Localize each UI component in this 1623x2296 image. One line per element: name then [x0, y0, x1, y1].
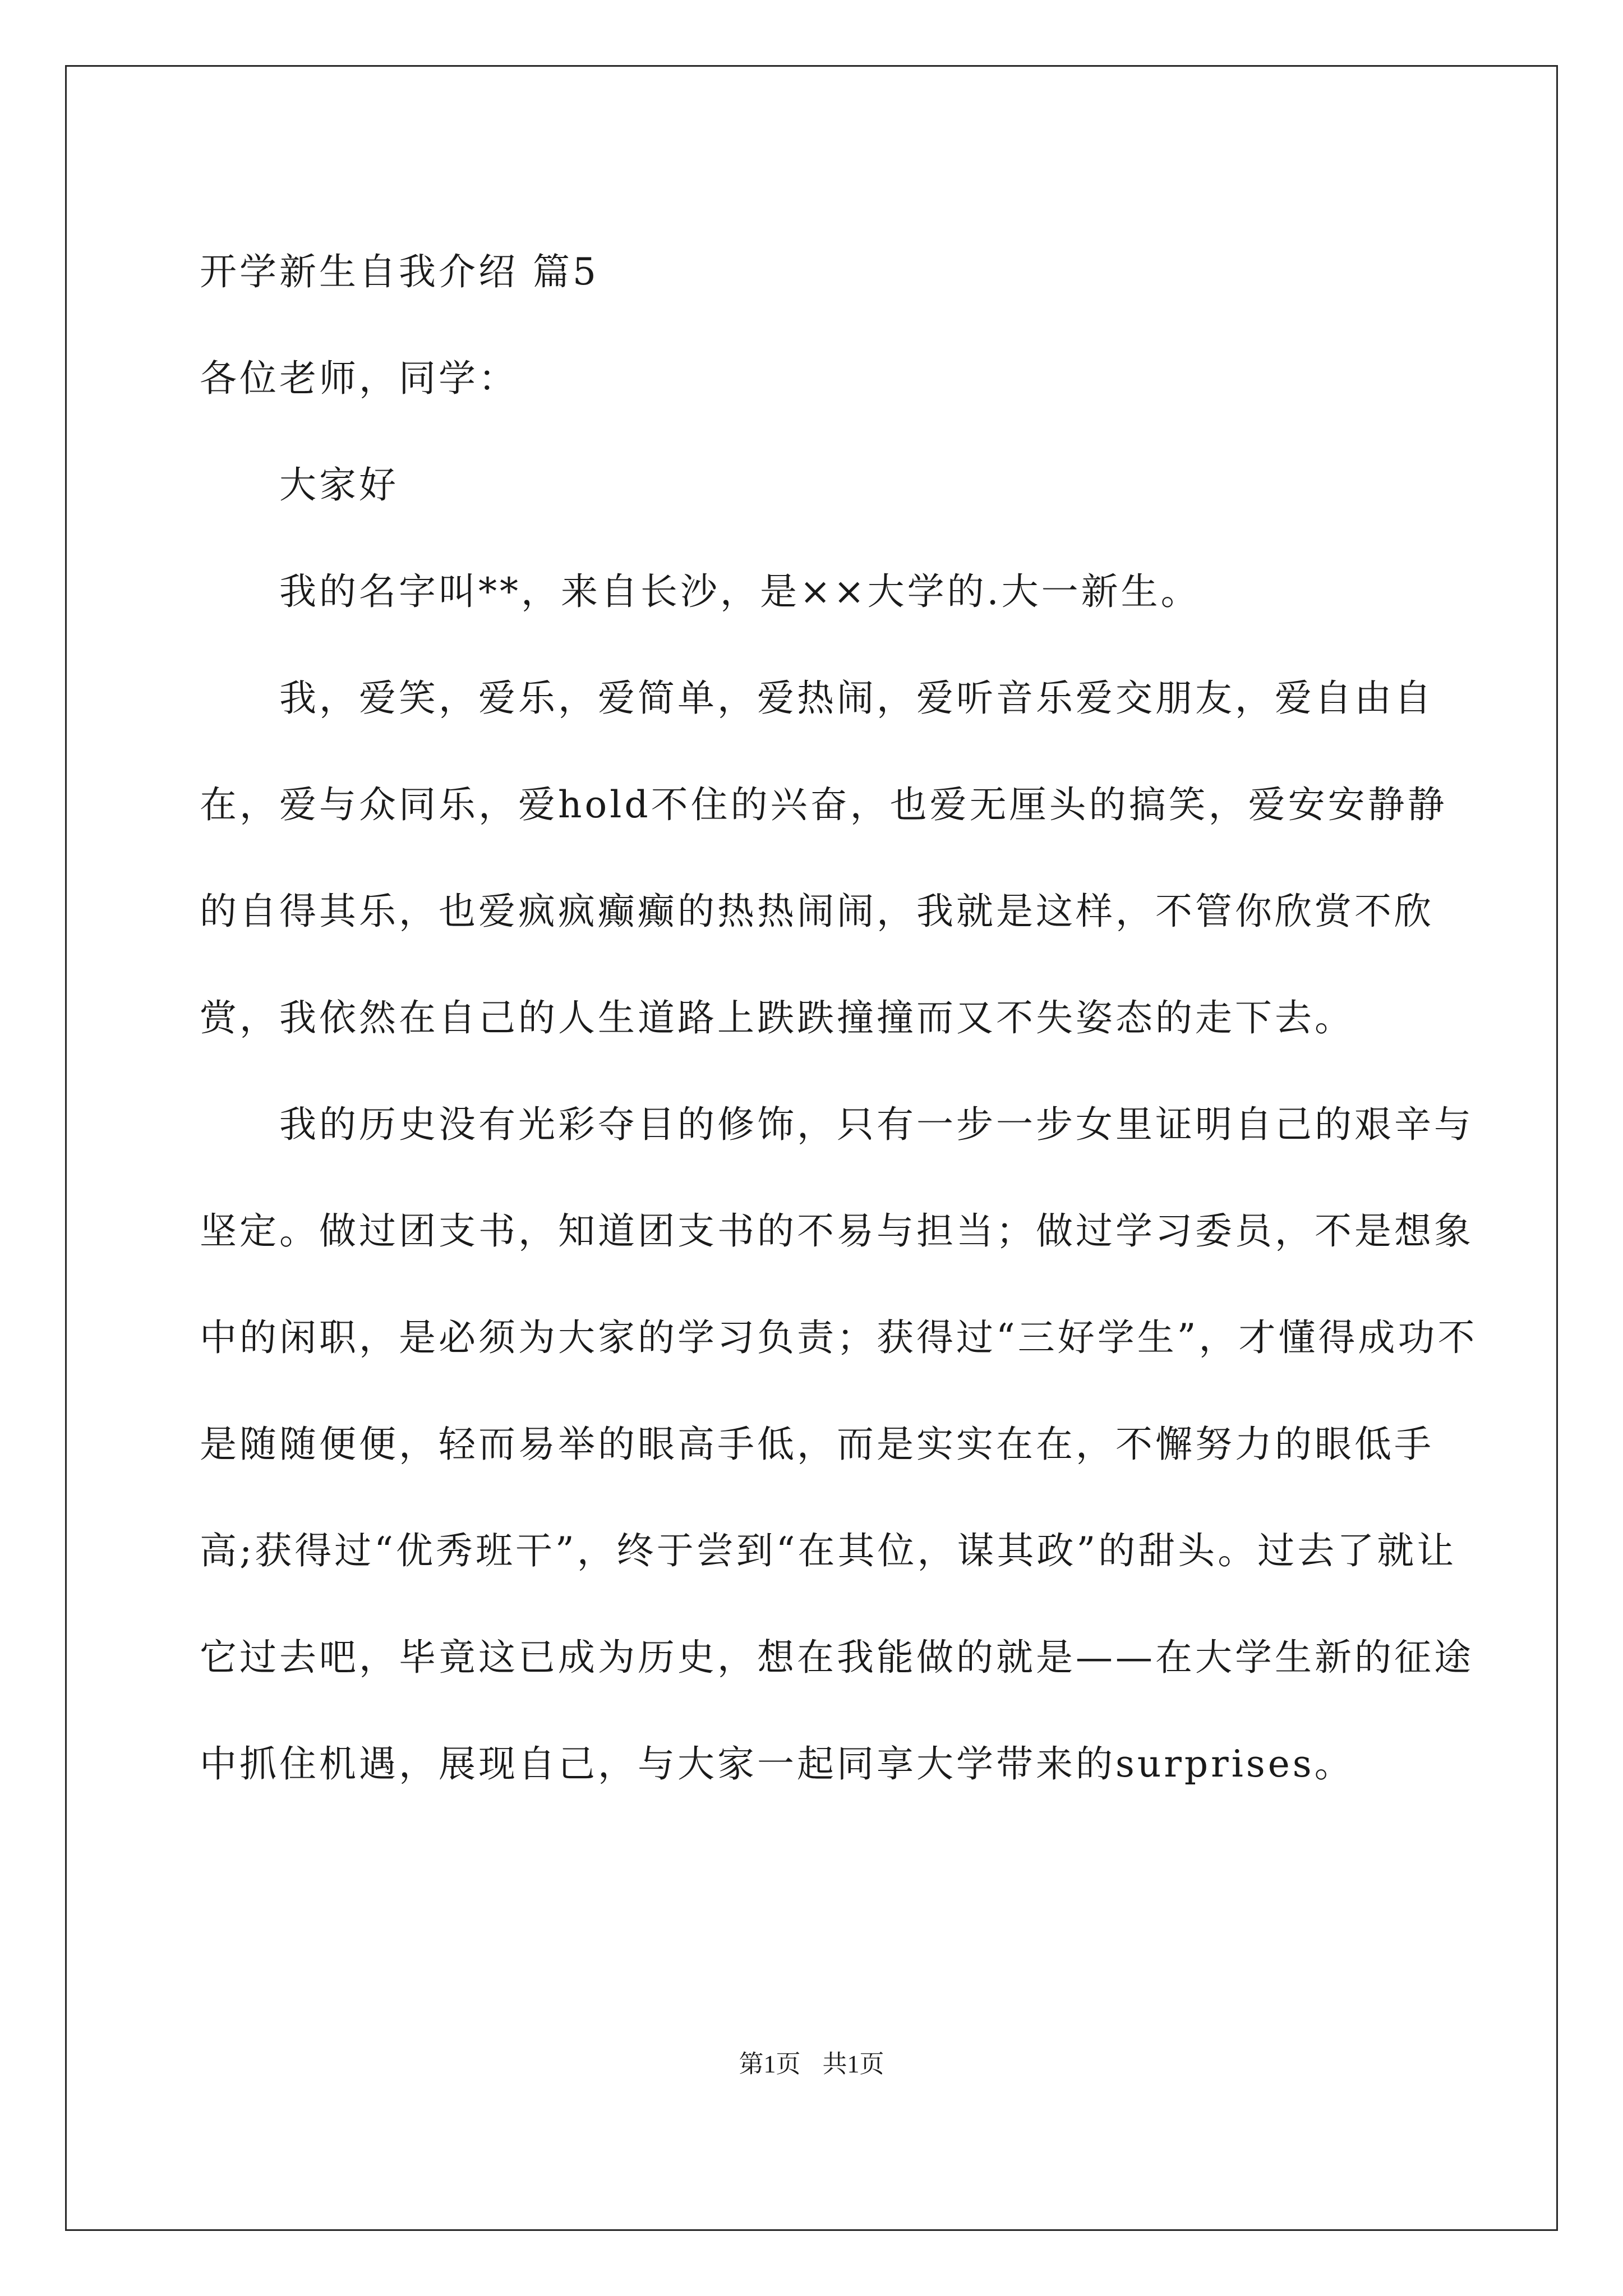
page-footer — [0, 2047, 1623, 2081]
greeting: 大家好 — [279, 463, 399, 507]
page-number: 第1页 — [739, 2050, 801, 2078]
document-body — [200, 219, 1484, 1818]
document-title: 开学新生自我介绍 篇5 — [200, 250, 599, 293]
salutation: 各位老师，同学： — [200, 357, 518, 400]
paragraph-history: 我的历史没有光彩夺目的修饰，只有一步一步女里证明自己的艰辛与坚定。做过团支书，知道团支书的不易与担当；做过学习委员，不是想象中的闲职，是必须为大家的学习负责；获得过“三好学生”，才懂得成功不是随随便便，轻而易举的眼高手低，而是实实在在，不懈努力的眼低手高;获得过“优秀班干”，终于尝到“在其位，谋其政”的甜头。过去了就让它过去吧，毕竟这已成为历史，想在我能做的就是——在大学生新的征途中抓住机遇，展现自己，与大家一起同享大学带来的surprises。 — [200, 1103, 1478, 1786]
page-total: 共1页 — [822, 2050, 884, 2078]
paragraph-personality: 我，爱笑，爱乐，爱简单，爱热闹，爱听音乐爱交朋友，爱自由自在，爱与众同乐，爱hold不住的兴奋，也爱无厘头的搞笑，爱安安静静的自得其乐，也爱疯疯癫癫的热热闹闹，我就是这样，不管你欣赏不欣赏，我依然在自己的人生道路上跌跌撞撞而又不失姿态的走下去。 — [200, 677, 1447, 1039]
paragraph-intro: 我的名字叫**，来自长沙，是××大学的.大一新生。 — [279, 570, 1201, 613]
